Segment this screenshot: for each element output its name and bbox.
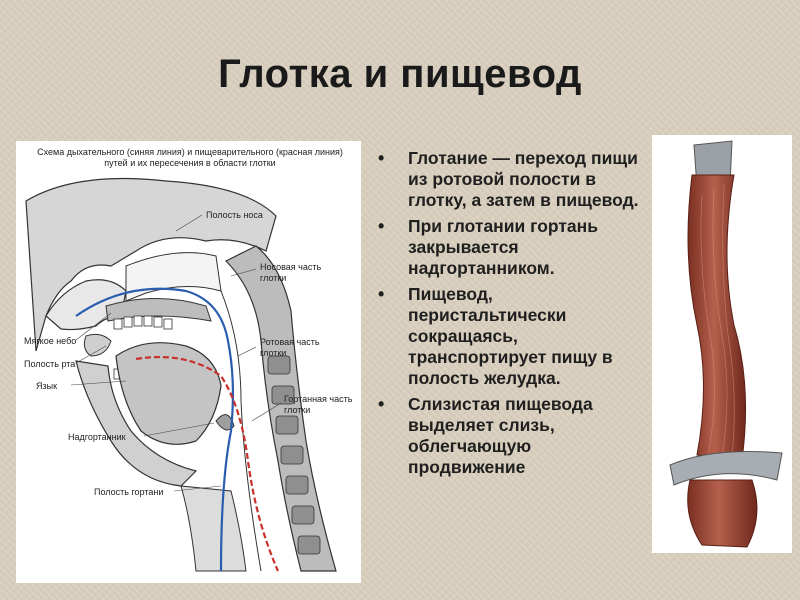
label-nasal-cavity: Полость носа	[206, 210, 263, 220]
label-laryngopharynx-1: Гортанная часть	[284, 394, 353, 404]
esophagus-image	[652, 135, 792, 553]
label-laryngopharynx-2: глотки	[284, 405, 311, 415]
label-larynx-cavity: Полость гортани	[94, 487, 164, 497]
bullet-item: • Пищевод, перистальтически сокращаясь, транспортирует пищу в полость желудка.	[378, 284, 648, 389]
label-oropharynx-2: глотки	[260, 348, 287, 358]
pharynx-diagram	[16, 141, 361, 583]
label-oropharynx-1: Ротовая часть	[260, 337, 320, 347]
bullet-list	[378, 148, 648, 483]
esophagus-illustration	[652, 135, 792, 553]
slide-title: Глотка и пищевод	[218, 52, 582, 96]
diagram-caption: Схема дыхательного (синяя линия) и пищеварительного (красная линия) путей и их пересечения в области глотки	[37, 147, 343, 168]
label-nasopharynx-2: глотки	[260, 273, 287, 283]
label-tongue: Язык	[36, 381, 58, 391]
label-nasopharynx-1: Носовая часть	[260, 262, 322, 272]
label-oral-cavity: Полость рта	[24, 359, 76, 369]
bullet-item: • Глотание — переход пищи из ротовой полости в глотку, а затем в пищевод.	[378, 148, 648, 211]
bullet-item: • Слизистая пищевода выделяет слизь, облегчающую продвижение	[378, 394, 648, 478]
bullet-item: • При глотании гортань закрывается надгортанником.	[378, 216, 648, 279]
label-soft-palate: Мягкое небо	[24, 336, 77, 346]
label-epiglottis: Надгортанник	[68, 432, 126, 442]
